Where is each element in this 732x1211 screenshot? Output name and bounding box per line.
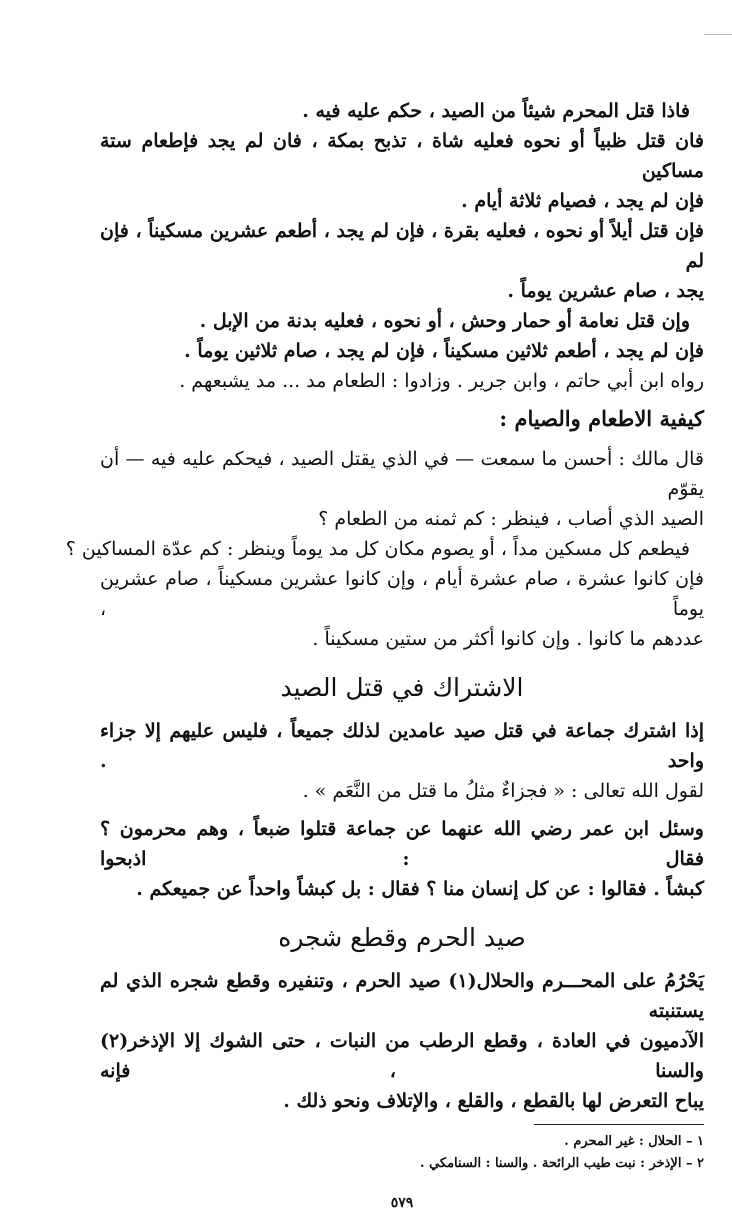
text-line: فإن قتل أيلاً أو نحوه ، فعليه بقرة ، فإن لم يجد ، أطعم عشرين مسكيناً ، فإن لم [100, 220, 704, 272]
section-heading-joint-killing: الاشتراك في قتل الصيد [280, 673, 524, 702]
text-line: إذا اشترك جماعة في قتل صيد عامدين لذلك جميعاً ، فليس عليهم إلا جزاء واحد . [100, 720, 704, 772]
footnote: ١ – الحلال : غير المحرم . [564, 1134, 704, 1149]
section-heading-feeding-fasting: كيفية الاطعام والصيام : [499, 406, 704, 431]
text-line: فان قتل ظبياً أو نحوه فعليه شاة ، تذبح بمكة ، فان لم يجد فإطعام ستة مساكين [100, 130, 704, 182]
footnote: ٢ – الإذخر : نبت طيب الرائحة . والسنا : السنامكي . [420, 1156, 704, 1171]
page-content [65, 96, 704, 1211]
text-line: كبشاً . فقالوا : عن كل إنسان منا ؟ فقال : بل كبشاً واحداً عن جميعكم . [136, 878, 704, 900]
text-line: يجد ، صام عشرين يوماً . [507, 280, 704, 302]
section-heading-haram-game: صيد الحرم وقطع شجره [278, 923, 526, 952]
text-line: عددهم ما كانوا . وإن كانوا أكثر من ستين مسكيناً . [312, 628, 704, 650]
text-line: فإن لم يجد ، أطعم ثلاثين مسكيناً ، فإن لم يجد ، صام ثلاثين يوماً . [184, 340, 704, 362]
text-line: يَحْرُمُ على المحـــرم والحلال(١) صيد الحرم ، وتنفيره وقطع شجره الذي لم يستنبته [100, 970, 704, 1022]
text-line: الآدميون في العادة ، وقطع الرطب من النبات ، حتى الشوك إلا الإذخر(٢) والسنا ، فإنه [100, 1030, 704, 1082]
text-line: يباح التعرض لها بالقطع ، والقلع ، والإتلاف ونحو ذلك . [283, 1090, 704, 1112]
footnote-separator [534, 1124, 704, 1125]
scan-edge-mark [704, 34, 732, 35]
text-line: لقول الله تعالى : « فجزاءٌ مثلُ ما قتل من النَّعَم » . [302, 780, 704, 802]
text-line: فإن كانوا عشرة ، صام عشرة أيام ، وإن كانوا عشرين مسكيناً ، صام عشرين يوماً ، [100, 568, 704, 620]
text-line: قال مالك : أحسن ما سمعت — في الذي يقتل الصيد ، فيحكم عليه فيه — أن يقوّم [100, 448, 704, 500]
text-line: الصيد الذي أصاب ، فينظر : كم ثمنه من الطعام ؟ [318, 508, 704, 530]
text-line: فاذا قتل المحرم شيئاً من الصيد ، حكم عليه فيه . [302, 100, 690, 122]
text-line: وسئل ابن عمر رضي الله عنهما عن جماعة قتلوا ضبعاً ، وهم محرمون ؟ فقال : اذبحوا [100, 818, 704, 870]
page-number: ٥٧٩ [390, 1195, 414, 1211]
text-line: فيطعم كل مسكين مداً ، أو يصوم مكان كل مد يوماً وينظر : كم عدّة المساكين ؟ [65, 538, 690, 560]
text-line: فإن لم يجد ، فصيام ثلاثة أيام . [461, 190, 704, 212]
text-line: رواه ابن أبي حاتم ، وابن جرير . وزادوا : الطعام مد ... مد يشبعهم . [179, 370, 704, 392]
text-line: وإن قتل نعامة أو حمار وحش ، أو نحوه ، فعليه بدنة من الإبل . [199, 310, 690, 332]
